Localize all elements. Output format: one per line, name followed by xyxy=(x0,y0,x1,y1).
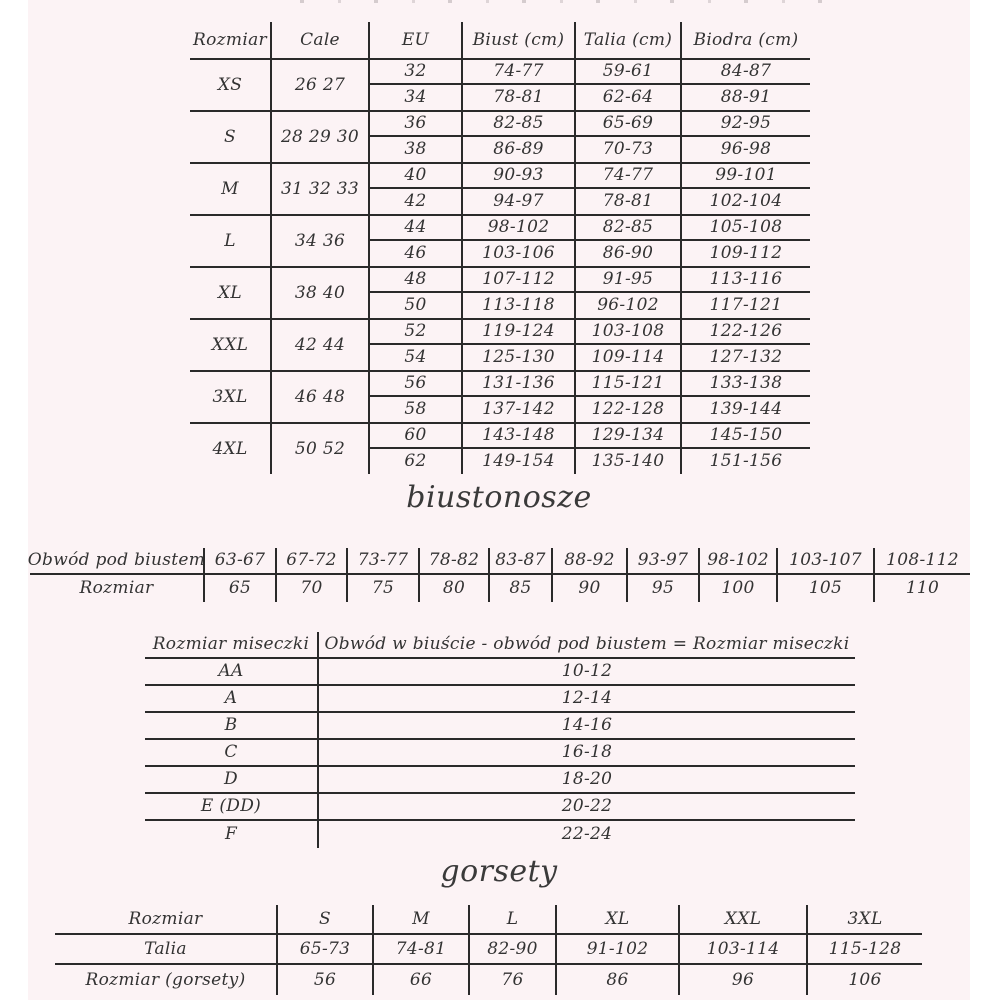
corset-row-label: Rozmiar xyxy=(55,905,278,935)
band-range-cell: 73-77 xyxy=(348,548,420,575)
corset-waist-cell: 115-128 xyxy=(808,935,922,965)
inches-cell: 46 48 xyxy=(272,372,370,422)
corset-size-number-cell: 56 xyxy=(278,965,374,995)
waist-range-cell: 122-128 xyxy=(576,397,682,422)
size-label-cell: L xyxy=(190,216,272,266)
hips-range-cell: 145-150 xyxy=(682,424,810,449)
band-range-cell: 98-102 xyxy=(700,548,778,575)
eu-size-cell: 54 xyxy=(370,345,463,370)
bust-range-cell: 74-77 xyxy=(463,60,576,85)
cup-size-table xyxy=(145,632,855,848)
corset-size-cell: L xyxy=(470,905,557,935)
hips-range-cell: 92-95 xyxy=(682,112,810,137)
hips-range-cell: 99-101 xyxy=(682,164,810,189)
cup-letter-cell: AA xyxy=(145,659,319,686)
waist-range-cell: 74-77 xyxy=(576,164,682,189)
cup-diff-cell: 20-22 xyxy=(319,794,855,821)
band-size-cell: 100 xyxy=(700,575,778,602)
waist-range-cell: 115-121 xyxy=(576,372,682,397)
size-table-header-cell: Biodra (cm) xyxy=(693,29,799,50)
waist-range-cell: 65-69 xyxy=(576,112,682,137)
hips-range-cell: 109-112 xyxy=(709,243,783,263)
bust-range-cell: 107-112 xyxy=(463,268,576,293)
cup-diff-cell: 12-14 xyxy=(319,686,855,713)
size-label-cell: XL xyxy=(190,268,272,318)
eu-size-cell: 34 xyxy=(370,85,463,110)
cup-diff-cell: 14-16 xyxy=(319,713,855,740)
size-label-cell: XS xyxy=(190,60,272,110)
corset-size-cell: XL xyxy=(557,905,680,935)
size-label-cell: XXL xyxy=(190,320,272,370)
waist-range-cell: 129-134 xyxy=(576,424,682,449)
corset-row-label: Talia xyxy=(55,935,278,965)
cup-letter-cell: D xyxy=(145,767,319,794)
waist-range-cell: 103-108 xyxy=(576,320,682,345)
size-table-header-cell: EU xyxy=(370,22,463,58)
size-label-cell: 3XL xyxy=(190,372,272,422)
bust-range-cell: 131-136 xyxy=(463,372,576,397)
cup-diff-cell: 18-20 xyxy=(319,767,855,794)
band-range-cell: 67-72 xyxy=(277,548,348,575)
size-table-header-cell: Cale xyxy=(272,22,370,58)
corset-size-number-cell: 96 xyxy=(680,965,808,995)
eu-size-cell: 62 xyxy=(370,449,463,474)
eu-size-cell: 44 xyxy=(370,216,463,241)
corset-size-cell: M xyxy=(374,905,470,935)
size-table-header-cell: Rozmiar xyxy=(190,22,272,58)
corset-table xyxy=(55,905,922,995)
waist-range-cell: 86-90 xyxy=(576,241,682,266)
band-size-cell: 75 xyxy=(348,575,420,602)
band-range-cell: 78-82 xyxy=(420,548,490,575)
cup-letter-cell: E (DD) xyxy=(145,794,319,821)
size-chart-document xyxy=(28,0,970,1000)
waist-range-cell: 62-64 xyxy=(576,85,682,110)
cup-letter-cell: B xyxy=(145,713,319,740)
waist-range-cell: 109-114 xyxy=(576,345,682,370)
band-range-cell: 103-107 xyxy=(778,548,875,575)
eu-size-cell: 32 xyxy=(370,60,463,85)
cropped-text-sliver xyxy=(300,0,830,3)
eu-size-cell: 50 xyxy=(370,293,463,318)
corset-row-label: Rozmiar (gorsety) xyxy=(55,965,278,995)
hips-range-cell: 151-156 xyxy=(709,451,783,471)
size-label-cell: 4XL xyxy=(190,424,272,474)
cup-diff-cell: 16-18 xyxy=(319,740,855,767)
hips-range-cell: 117-121 xyxy=(709,295,783,315)
bra-band-table xyxy=(27,548,970,602)
band-size-cell: 65 xyxy=(205,575,277,602)
eu-size-cell: 48 xyxy=(370,268,463,293)
inches-cell: 31 32 33 xyxy=(272,164,370,214)
inches-cell: 28 29 30 xyxy=(272,112,370,162)
corset-waist-cell: 91-102 xyxy=(557,935,680,965)
band-size-cell: 95 xyxy=(628,575,700,602)
corset-size-number-cell: 106 xyxy=(848,969,882,990)
bust-range-cell: 119-124 xyxy=(463,320,576,345)
band-range-cell: 83-87 xyxy=(490,548,553,575)
bust-range-cell: 149-154 xyxy=(463,449,576,474)
hips-range-cell: 113-116 xyxy=(682,268,810,293)
waist-range-cell: 135-140 xyxy=(576,449,682,474)
corset-waist-cell: 82-90 xyxy=(470,935,557,965)
band-size-cell: 90 xyxy=(553,575,628,602)
eu-size-cell: 58 xyxy=(370,397,463,422)
bust-range-cell: 113-118 xyxy=(463,293,576,318)
band-range-cell: 108-112 xyxy=(875,548,970,575)
band-size-cell: 80 xyxy=(420,575,490,602)
band-range-cell: 88-92 xyxy=(553,548,628,575)
eu-size-cell: 46 xyxy=(370,241,463,266)
hips-range-cell: 96-98 xyxy=(720,139,772,159)
bust-range-cell: 86-89 xyxy=(463,137,576,162)
band-size-cell: 70 xyxy=(277,575,348,602)
hips-range-cell: 122-126 xyxy=(682,320,810,345)
bust-range-cell: 125-130 xyxy=(463,345,576,370)
corset-waist-cell: 103-114 xyxy=(680,935,808,965)
corset-waist-cell: 74-81 xyxy=(374,935,470,965)
eu-size-cell: 52 xyxy=(370,320,463,345)
waist-range-cell: 59-61 xyxy=(576,60,682,85)
bust-range-cell: 78-81 xyxy=(463,85,576,110)
band-range-cell: 93-97 xyxy=(628,548,700,575)
eu-size-cell: 36 xyxy=(370,112,463,137)
hips-range-cell: 88-91 xyxy=(720,87,772,107)
band-size-cell: 105 xyxy=(778,575,875,602)
corsets-section-title: gorsety xyxy=(440,854,558,889)
band-row-label: Obwód pod biustem xyxy=(30,548,205,575)
cup-letter-cell: F xyxy=(145,821,319,848)
cup-table-header-cell: Obwód w biuście - obwód pod biustem = Rozmiar miseczki xyxy=(319,632,855,659)
bust-range-cell: 94-97 xyxy=(463,189,576,214)
waist-range-cell: 91-95 xyxy=(576,268,682,293)
waist-range-cell: 78-81 xyxy=(576,189,682,214)
waist-range-cell: 70-73 xyxy=(576,137,682,162)
eu-size-cell: 60 xyxy=(370,424,463,449)
bust-range-cell: 82-85 xyxy=(463,112,576,137)
corset-size-number-cell: 76 xyxy=(470,965,557,995)
corset-size-cell: S xyxy=(278,905,374,935)
band-range-cell: 63-67 xyxy=(205,548,277,575)
size-table-header-cell: Biust (cm) xyxy=(463,22,576,58)
cup-letter-cell: A xyxy=(145,686,319,713)
hips-range-cell: 84-87 xyxy=(682,60,810,85)
inches-cell: 26 27 xyxy=(272,60,370,110)
bust-range-cell: 98-102 xyxy=(463,216,576,241)
bust-range-cell: 103-106 xyxy=(463,241,576,266)
corset-waist-cell: 65-73 xyxy=(278,935,374,965)
corset-size-number-cell: 66 xyxy=(374,965,470,995)
size-table-header-cell: Talia (cm) xyxy=(576,22,682,58)
hips-range-cell: 127-132 xyxy=(709,347,783,367)
size-table xyxy=(190,22,810,474)
cup-letter-cell: C xyxy=(145,740,319,767)
size-label-cell: S xyxy=(190,112,272,162)
waist-range-cell: 96-102 xyxy=(576,293,682,318)
eu-size-cell: 40 xyxy=(370,164,463,189)
cup-diff-cell: 10-12 xyxy=(319,659,855,686)
bust-range-cell: 90-93 xyxy=(463,164,576,189)
cup-table-header-cell: Rozmiar miseczki xyxy=(145,632,319,659)
eu-size-cell: 38 xyxy=(370,137,463,162)
inches-cell: 50 52 xyxy=(272,424,370,474)
inches-cell: 42 44 xyxy=(272,320,370,370)
inches-cell: 38 40 xyxy=(272,268,370,318)
inches-cell: 34 36 xyxy=(272,216,370,266)
waist-range-cell: 82-85 xyxy=(576,216,682,241)
hips-range-cell: 105-108 xyxy=(682,216,810,241)
corset-size-number-cell: 86 xyxy=(557,965,680,995)
band-size-cell: 110 xyxy=(905,578,940,598)
eu-size-cell: 42 xyxy=(370,189,463,214)
corset-size-cell: XXL xyxy=(680,905,808,935)
hips-range-cell: 102-104 xyxy=(709,191,783,211)
bras-section-title: biustonosze xyxy=(406,480,592,515)
band-row-label: Rozmiar xyxy=(30,575,205,602)
cup-diff-cell: 22-24 xyxy=(561,824,613,844)
hips-range-cell: 133-138 xyxy=(682,372,810,397)
eu-size-cell: 56 xyxy=(370,372,463,397)
corset-size-cell: 3XL xyxy=(808,905,922,935)
size-label-cell: M xyxy=(190,164,272,214)
band-size-cell: 85 xyxy=(490,575,553,602)
hips-range-cell: 139-144 xyxy=(709,399,783,419)
bust-range-cell: 143-148 xyxy=(463,424,576,449)
bust-range-cell: 137-142 xyxy=(463,397,576,422)
